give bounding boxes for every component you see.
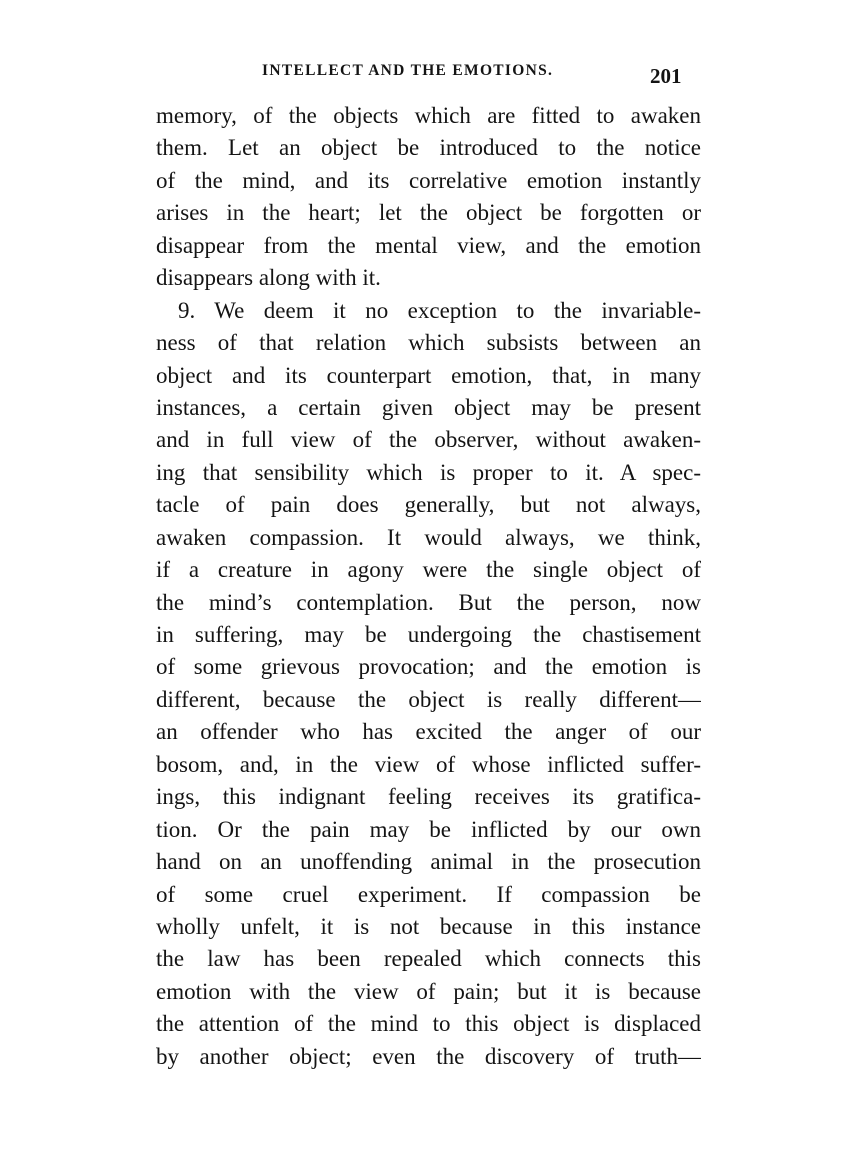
text-line: of some cruel experiment. If compassion be [156,881,701,907]
text-line: emotion with the view of pain; but it is because [156,978,701,1004]
paragraph-start-line: 9. We deem it no exception to the invariable- [178,297,701,323]
text-line: of some grievous provocation; and the emotion is [156,654,701,680]
running-head [0,62,850,92]
running-title: INTELLECT AND THE EMOTIONS. [262,62,554,79]
text-line: instances, a certain given object may be present [156,394,701,420]
text-line: tion. Or the pain may be inflicted by our own [156,816,701,842]
text-line: awaken compassion. It would always, we think, [156,524,701,550]
text-line: tacle of pain does generally, but not always, [156,492,701,518]
text-line: the mind’s contemplation. But the person, now [156,589,701,615]
text-line: and in full view of the observer, without awaken- [156,427,701,453]
text-line: by another object; even the discovery of truth— [156,1043,701,1069]
text-line: an offender who has excited the anger of our [156,719,701,745]
text-line: the law has been repealed which connects this [156,946,701,972]
text-line: ings, this indignant feeling receives its gratifica- [156,784,701,810]
body-text [156,100,701,1073]
text-line: them. Let an object be introduced to the notice [156,135,701,161]
text-line: of the mind, and its correlative emotion instantly [156,167,701,193]
text-line: if a creature in agony were the single object of [156,557,701,583]
page-number: 201 [650,64,682,88]
text-line: different, because the object is really different— [156,686,701,712]
text-line: bosom, and, in the view of whose inflicted suffer- [156,751,701,777]
text-line: in suffering, may be undergoing the chastisement [156,622,701,647]
text-line: ing that sensibility which is proper to it. A spec- [156,459,701,485]
text-line: memory, of the objects which are fitted to awaken [156,103,701,128]
text-line: disappear from the mental view, and the emotion [156,232,701,258]
text-line: arises in the heart; let the object be forgotten or [156,200,701,226]
text-line: wholly unfelt, it is not because in this instance [156,913,701,939]
text-line: ness of that relation which subsists between an [156,330,701,356]
text-line: object and its counterpart emotion, that, in many [156,362,701,388]
text-line: the attention of the mind to this object is displaced [156,1011,701,1037]
text-line: hand on an unoffending animal in the prosecution [156,849,701,875]
text-line: disappears along with it. [156,265,381,291]
